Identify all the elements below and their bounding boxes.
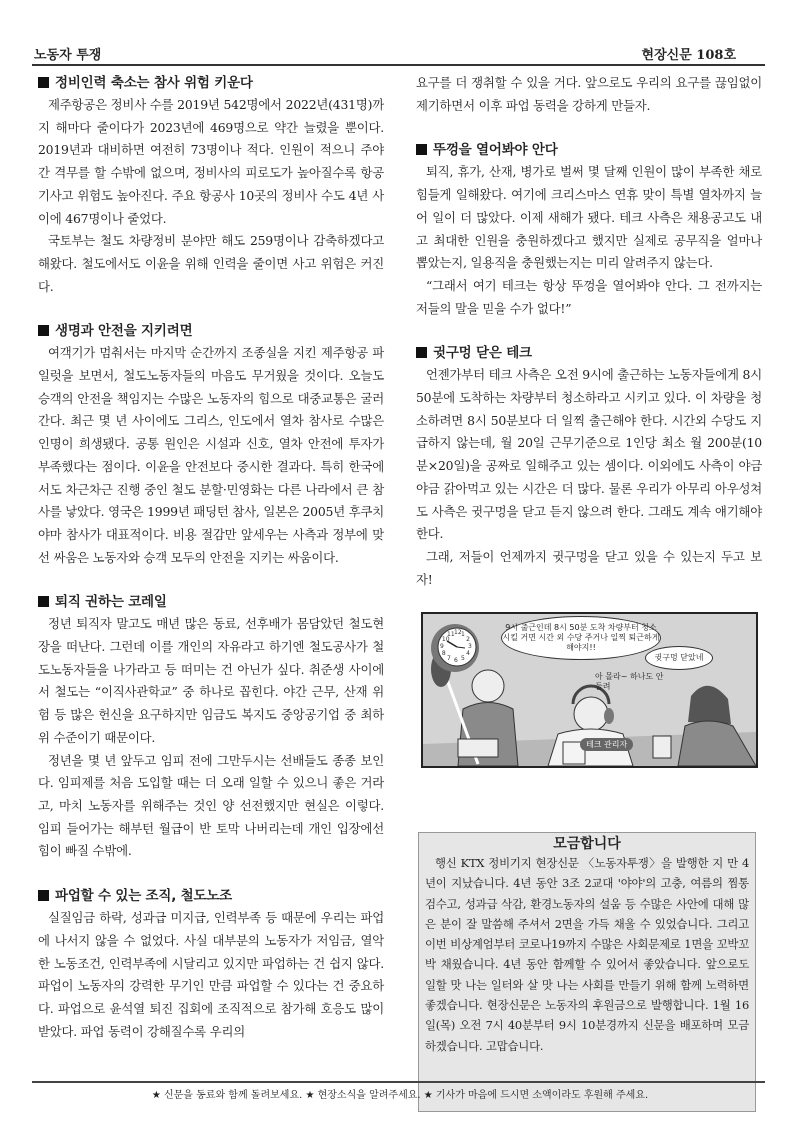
clock-numeral: 9 (440, 643, 444, 650)
paragraph: 여객기가 멈춰서는 마지막 순간까지 조종실을 지킨 제주항공 파일럿을 보면서, 철도노동자들의 마음도 무거웠을 것이다. 오늘도 승객의 안전을 책임지는 수많은 노동자의 힘으로 대중교통은 굴러간다. 최근 몇 년 사이에도 그리스, 인도에서 열차 참사로 수많은 인명이 희생됐다. 공통 원인은 시설과 신호, 열차 안전에 투자가 부족했다는 점이다. 이윤을 안전보다 중시한 결과다. 특히 한국에서도 차근차근 진행 중인 철도 분할·민영화는 다른 나라에서 큰 참사를 낳았다. 영국은 1999년 패딩턴 참사, 일본은 2005년 후쿠치야마 참사가 대표적이다. 비용 절감만 앞세우는 사측과 정부에 맞선 싸움은 노동자와 승객 모두의 안전을 지키는 싸움이다. (38, 345, 385, 565)
fundraising-body (419, 853, 755, 1056)
paragraph-continuation: 요구를 더 쟁취할 수 있을 거다. 앞으로도 우리의 요구를 끊임없이 제기하면서 이후 파업 동력을 강하게 만들자. (416, 75, 762, 113)
paragraph: 정년을 몇 년 앞두고 임피 전에 그만두시는 선배들도 종종 보인다. 임피제를 처음 도입할 때는 더 오래 일할 수 있으니 좋은 거라고, 마치 노동자를 위해주는 것인 양 선전했지만 현실은 이렇다. 임피 들어가는 해부턴 월급이 반 토막 나버리는데 개인 입장에선 힘이 빠질 수밖에. (38, 752, 384, 859)
section-title: 뚜껑을 열어봐야 안다 (416, 139, 762, 161)
clock-numeral: 3 (468, 643, 472, 650)
manager-label: 테크 관리자 (580, 738, 633, 751)
article-open-the-lid (416, 139, 762, 320)
section-title: 귓구멍 닫은 테크 (416, 342, 762, 364)
paragraph: 퇴직, 휴가, 산재, 병가로 벌써 몇 달째 인원이 많이 부족한 채로 힘들게 일해왔다. 여기에 크리스마스 연휴 맞이 특별 열차까지 늘어 일이 더 많았다. 이제 새해가 됐다. 테크 사측은 채용공고도 내고 최대한 인원을 충원하겠다고 했지만 실제로 공무직을 얼마나 뽑았는지, 일용직을 충원했는지는 미리 알려주지 않는다. (416, 164, 762, 271)
paper-stack (458, 739, 498, 757)
article-railway-union (38, 885, 384, 1043)
clock-numeral: 11 (447, 630, 455, 638)
square-bullet-icon (38, 596, 49, 607)
paragraph: 그래, 저들이 언제까지 귓구멍을 닫고 있을 수 있는지 두고 보자! (416, 548, 762, 587)
square-bullet-icon (416, 347, 427, 358)
center-man-head (574, 697, 608, 731)
left-man-head (472, 670, 504, 702)
footer-divider (32, 1081, 765, 1083)
clock-numeral: 4 (466, 650, 470, 657)
clock-numeral: 10 (441, 636, 450, 643)
square-bullet-icon (38, 325, 49, 336)
clock-numeral: 8 (441, 650, 446, 657)
header-divider (32, 64, 765, 66)
paragraph: 국토부는 철도 차량정비 분야만 해도 259명이나 감축하겠다고 해왔다. 철도에서도 이윤을 위해 인력을 줄이면 사고 위험은 커진다. (38, 233, 384, 294)
section-name: 노동자 투쟁 (34, 48, 102, 63)
speech-bubble-main: 9시 출근인데 8시 50분 도착 차량부터 청소시킬 거면 시간 외 수당 주거나 일찍 퇴근하게 해야지!! (501, 616, 661, 660)
thought-caption: 아 몰라~ 하나도 안 들려 (595, 672, 664, 691)
paragraph: 언젠가부터 테크 사측은 오전 9시에 출근하는 노동자들에게 8시 50분에 도착하는 차량부터 청소하라고 시키고 있다. 이 차량을 청소하려면 8시 50분보다 더 일찍 출근해야 한다. 시간외 수당도 지급하지 않는데, 월 20일 근무기준으로 1인당 최소 월 200분(10분×20일)을 공짜로 일해주고 있는 셈이다. 이외에도 사측이 야금야금 갉아먹고 있는 시간은 더 많다. 물론 우리가 아무리 아우성쳐도 사측은 귓구멍을 닫고 듣지 않으려 한다. 그래도 계속 얘기해야 한다. (416, 367, 762, 542)
paragraph: 행신 KTX 정비기지 현장신문 〈노동자투쟁〉을 발행한 지 만 4년이 지났습니다. 4년 동안 3조 2교대 '야야'의 고충, 여름의 찜통 검수고, 성과급 삭감, 환경노동자의 설움 등 수많은 사안에 대해 많은 분이 잘 말씀해 주셔서 2면을 가득 채울 수 있었습니다. 그리고 이번 비상계엄부터 코로나19까지 수많은 사회문제로 1면을 꼬박꼬박 채웠습니다. 4년 동안 함께할 수 있어서 좋았습니다. 앞으로도 일할 맛 나는 일터와 살 맛 나는 사회를 만들기 위해 함께 노력하면 좋겠습니다. 현장신문은 노동자의 후원금으로 발행합니다. 1월 16일(목) 오전 7시 40분부터 9시 10분경까지 신문을 배포하며 모금하겠습니다. 고맙습니다. (425, 856, 749, 1053)
issue-number: 현장신문 108호 (641, 48, 736, 63)
clock-numeral: 2 (466, 636, 470, 643)
paragraph: 제주항공은 정비사 수를 2019년 542명에서 2022년(431명)까지 해마다 줄이다가 2023년에 469명으로 약간 늘렸을 뿐이다. 2019년과 대비하면 여전히 73명이나 적다. 인원이 적으니 주야간 격무를 할 수밖에 없으며, 정비사의 피로도가 높아질수록 항공기사고 위험도 높아진다. 주요 항공사 10곳의 정비사 수도 4년 사이에 467명이나 줄었다. (38, 97, 384, 226)
article-life-safety (38, 320, 384, 569)
fundraising-box (418, 832, 756, 1112)
paragraph: 실질임금 하락, 성과급 미지급, 인력부족 등 때문에 우리는 파업에 나서지 않을 수 없었다. 사실 대부분의 노동자가 저임금, 열악한 노동조건, 인력부족에 시달리고 있지만 파업하는 건 쉽지 않다. 파업이 노동자의 강력한 무기인 만큼 파업할 수 있다는 건 중요하다. 파업으로 윤석열 퇴진 집회에 조직적으로 참가해 호응도 많이 받았다. 파업 동력이 강해질수록 우리의 (38, 910, 384, 1039)
speech-bubble-right: 귓구멍 닫았네 (645, 646, 713, 670)
square-bullet-icon (416, 144, 427, 155)
section-title: 생명과 안전을 지키려면 (38, 320, 384, 342)
clock-numeral: 12 (454, 629, 462, 636)
cartoon-illustration (421, 612, 758, 768)
paragraph: “그래서 여기 테크는 항상 뚜껑을 열어봐야 안다. 그 전까지는 저들의 말을 믿을 수가 없다!” (416, 277, 762, 316)
clock-numeral: 6 (454, 657, 458, 664)
square-bullet-icon (38, 890, 49, 901)
section-title: 파업할 수 있는 조직, 철도노조 (38, 885, 384, 907)
section-title: 퇴직 권하는 코레일 (38, 591, 384, 613)
square-bullet-icon (38, 77, 49, 88)
clock-numeral: 5 (461, 655, 465, 663)
article-korail-retirement (38, 591, 384, 863)
right-column (416, 72, 762, 591)
paragraph: 정년 퇴직자 말고도 매년 많은 동료, 선후배가 몸담았던 철도현장을 떠난다. 그런데 이를 개인의 자유라고 하기엔 철도공사가 철도노동자들을 나가라고 등 떠미는 건 아닌가 싶다. 취준생 사이에서 철도는 “이직사관학교” 중 하나로 꼽힌다. 야간 근무, 산재 위험 등 많은 헌신을 요구하지만 임금도 복지도 중앙공기업 중 최하위 수준이기 때문이다. (38, 616, 384, 745)
left-column (38, 72, 384, 1043)
mug (653, 736, 671, 758)
clock-numeral: 7 (447, 655, 451, 663)
footer-message: ★ 신문을 동료와 함께 돌려보세요. ★ 현장소식을 알려주세요. ★ 기사가 마음에 드시면 소액이라도 후원해 주세요. (151, 1090, 649, 1101)
headphone-ear (604, 708, 614, 724)
article-maintenance-staff (38, 72, 384, 298)
article-deaf-tech (416, 342, 762, 591)
clock-numeral: 1 (461, 630, 465, 638)
section-title: 정비인력 축소는 참사 위험 키운다 (38, 72, 384, 94)
fundraising-title: 모금합니다 (553, 836, 621, 852)
